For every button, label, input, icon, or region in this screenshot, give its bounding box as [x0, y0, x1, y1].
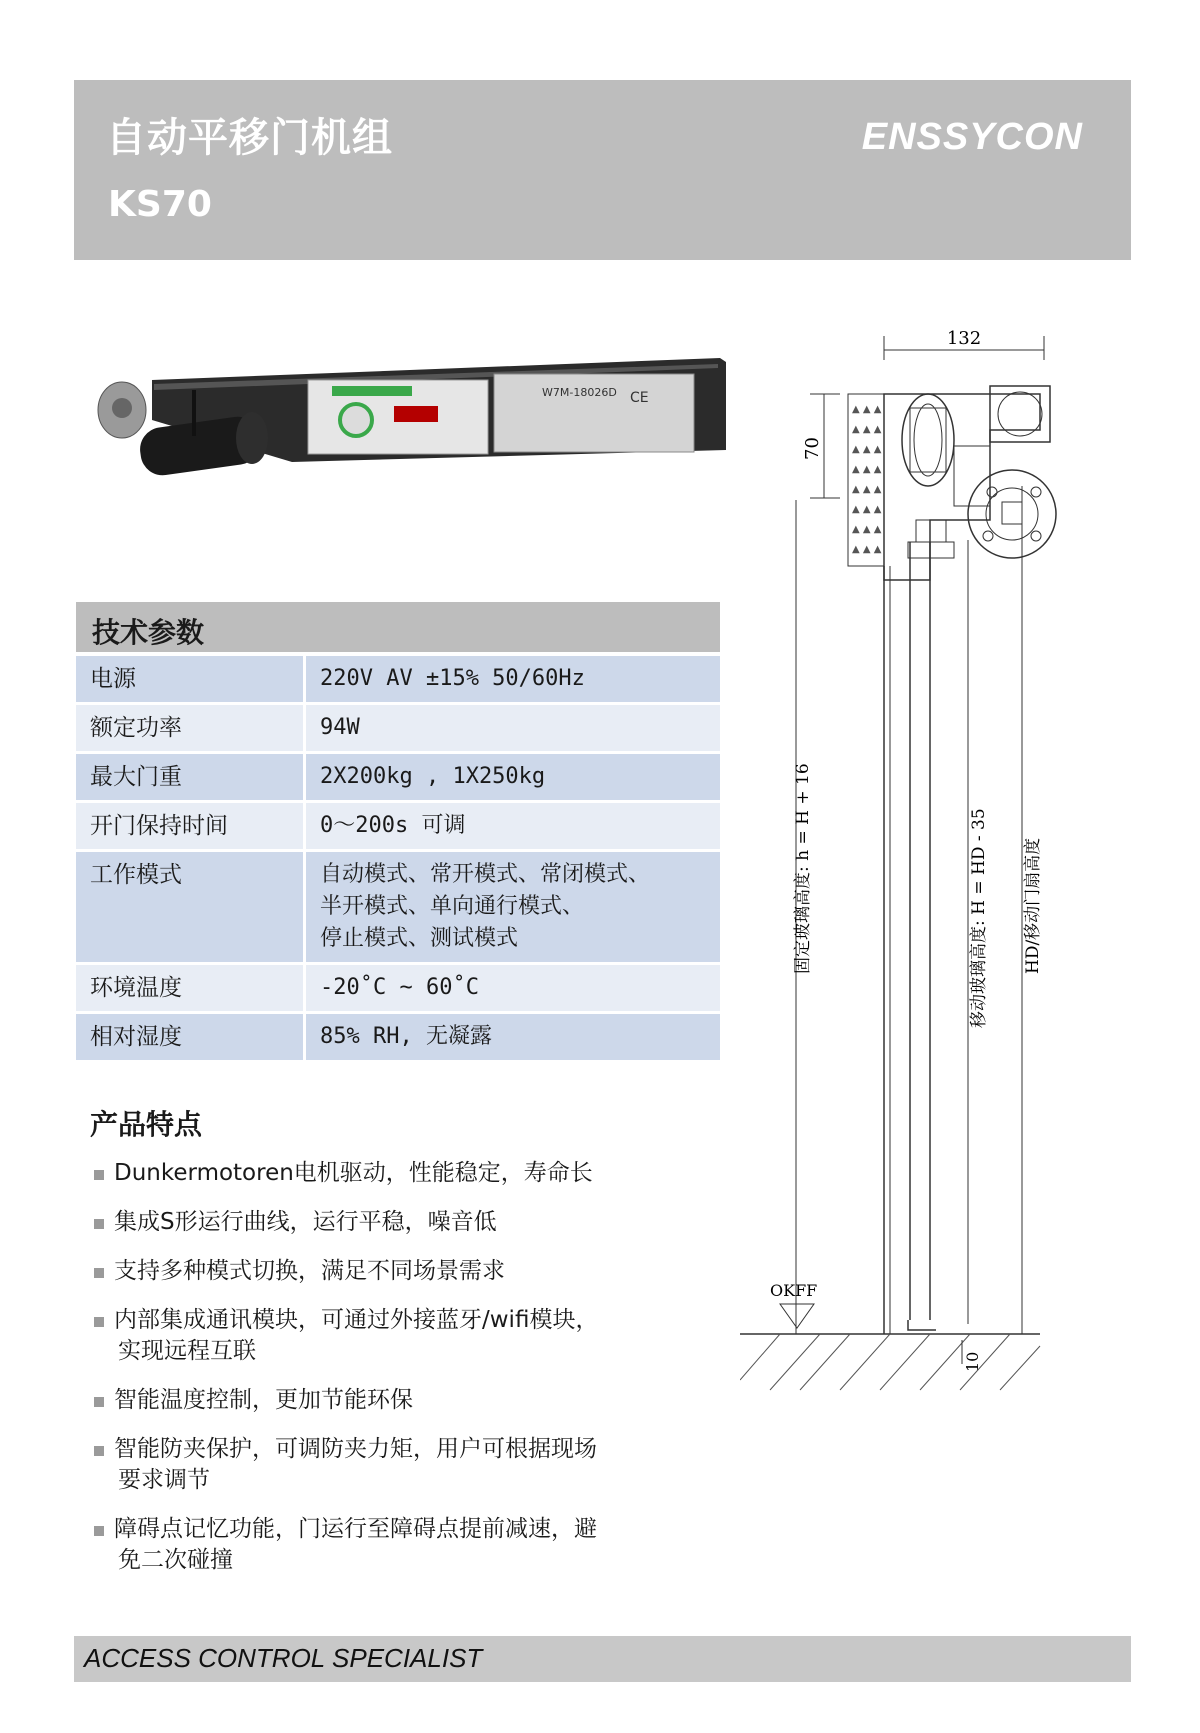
- spec-row: [76, 656, 720, 704]
- feature-item: [92, 1158, 732, 1189]
- feature-text: 实现远程互联: [118, 1338, 256, 1364]
- square-bullet-icon: [94, 1446, 104, 1456]
- features-list: [92, 1158, 732, 1594]
- feature-item: [92, 1434, 732, 1496]
- spec-value-line: 2X200kg , 1X250kg: [320, 764, 546, 789]
- dim-10: 10: [963, 1351, 982, 1372]
- spec-value-line: 0～200s 可调: [320, 813, 466, 838]
- floor-mark: OKFF: [770, 1281, 818, 1300]
- dim-leaf: HD/移动门扇高度: [1023, 837, 1043, 974]
- spec-value: [305, 851, 721, 964]
- feature-item: [92, 1514, 732, 1576]
- feature-text: 集成S形运行曲线，运行平稳，噪音低: [114, 1209, 497, 1235]
- spec-table: [76, 656, 720, 1063]
- dim-70: 70: [802, 437, 823, 460]
- spec-value: [305, 753, 721, 802]
- spec-row: [76, 704, 720, 753]
- spec-value: [305, 964, 721, 1013]
- spec-value-line: 停止模式、测试模式: [320, 926, 519, 951]
- spec-value: [305, 704, 721, 753]
- spec-value-line: 94W: [320, 715, 360, 740]
- feature-item: [92, 1305, 732, 1367]
- product-model: KS70: [108, 184, 212, 225]
- square-bullet-icon: [94, 1219, 104, 1229]
- feature-text: 支持多种模式切换，满足不同场景需求: [114, 1258, 505, 1284]
- feature-text: 智能防夹保护，可调防夹力矩，用户可根据现场: [114, 1436, 597, 1462]
- spec-key: 额定功率: [76, 704, 305, 753]
- product-photo: [92, 350, 732, 510]
- dim-moving-glass: 移动玻璃高度: H = HD - 35: [969, 808, 989, 1028]
- square-bullet-icon: [94, 1397, 104, 1407]
- square-bullet-icon: [94, 1526, 104, 1536]
- ce-mark: CE: [630, 390, 649, 406]
- spec-row: [76, 802, 720, 851]
- spec-key: 相对湿度: [76, 1013, 305, 1062]
- feature-item: [92, 1207, 732, 1238]
- spec-value: [305, 1013, 721, 1062]
- spec-value-line: 220V AV ±15% 50/60Hz: [320, 666, 585, 691]
- feature-text: 免二次碰撞: [118, 1547, 233, 1573]
- svg-text:▲ ▲ ▲: ▲ ▲ ▲: [852, 444, 882, 455]
- spec-section-header: [76, 602, 720, 652]
- dim-fixed-glass: 固定玻璃高度: h = H + 16: [793, 763, 813, 974]
- spec-key: 最大门重: [76, 753, 305, 802]
- feature-text: 要求调节: [118, 1467, 210, 1493]
- features-heading: 产品特点: [90, 1108, 203, 1141]
- footer-banner: [74, 1636, 1131, 1682]
- svg-text:▲ ▲ ▲: ▲ ▲ ▲: [852, 544, 882, 555]
- brand-logo: ENSSYCON: [861, 116, 1083, 158]
- spec-row: [76, 964, 720, 1013]
- spec-value-line: 自动模式、常开模式、常闭模式、: [320, 862, 651, 887]
- svg-text:▲ ▲ ▲: ▲ ▲ ▲: [852, 504, 882, 515]
- svg-text:▲ ▲ ▲: ▲ ▲ ▲: [852, 524, 882, 535]
- spec-key: 环境温度: [76, 964, 305, 1013]
- product-title: 自动平移门机组: [106, 115, 393, 161]
- header-banner: [74, 80, 1131, 260]
- spec-key: 开门保持时间: [76, 802, 305, 851]
- feature-text: Dunkermotoren电机驱动，性能稳定，寿命长: [114, 1160, 593, 1186]
- svg-text:▲ ▲ ▲: ▲ ▲ ▲: [852, 464, 882, 475]
- dim-top: 132: [946, 328, 982, 349]
- spec-row: [76, 753, 720, 802]
- feature-item: [92, 1385, 732, 1416]
- spec-value-line: 85% RH, 无凝露: [320, 1024, 492, 1049]
- feature-text: 内部集成通讯模块，可通过外接蓝牙/wifi模块，: [114, 1307, 599, 1333]
- svg-text:▲ ▲ ▲: ▲ ▲ ▲: [852, 424, 882, 435]
- feature-text: 障碍点记忆功能，门运行至障碍点提前减速，避: [114, 1516, 597, 1542]
- square-bullet-icon: [94, 1317, 104, 1327]
- feature-item: [92, 1256, 732, 1287]
- spec-value: [305, 656, 721, 704]
- spec-row: [76, 851, 720, 964]
- square-bullet-icon: [94, 1170, 104, 1180]
- footer-slogan: ACCESS CONTROL SPECIALIST: [84, 1643, 483, 1673]
- square-bullet-icon: [94, 1268, 104, 1278]
- spec-key: 工作模式: [76, 851, 305, 964]
- installation-drawing: [740, 320, 1160, 1560]
- svg-text:▲ ▲ ▲: ▲ ▲ ▲: [852, 404, 882, 415]
- spec-value-line: 半开模式、单向通行模式、: [320, 894, 585, 919]
- svg-text:▲ ▲ ▲: ▲ ▲ ▲: [852, 484, 882, 495]
- spec-row: [76, 1013, 720, 1062]
- controller-label: W7M-18026D: [542, 386, 617, 399]
- spec-heading: 技术参数: [92, 616, 205, 649]
- spec-key: 电源: [76, 656, 305, 704]
- spec-value: [305, 802, 721, 851]
- spec-value-line: -20˚C ~ 60˚C: [320, 975, 479, 1000]
- feature-text: 智能温度控制，更加节能环保: [114, 1387, 413, 1413]
